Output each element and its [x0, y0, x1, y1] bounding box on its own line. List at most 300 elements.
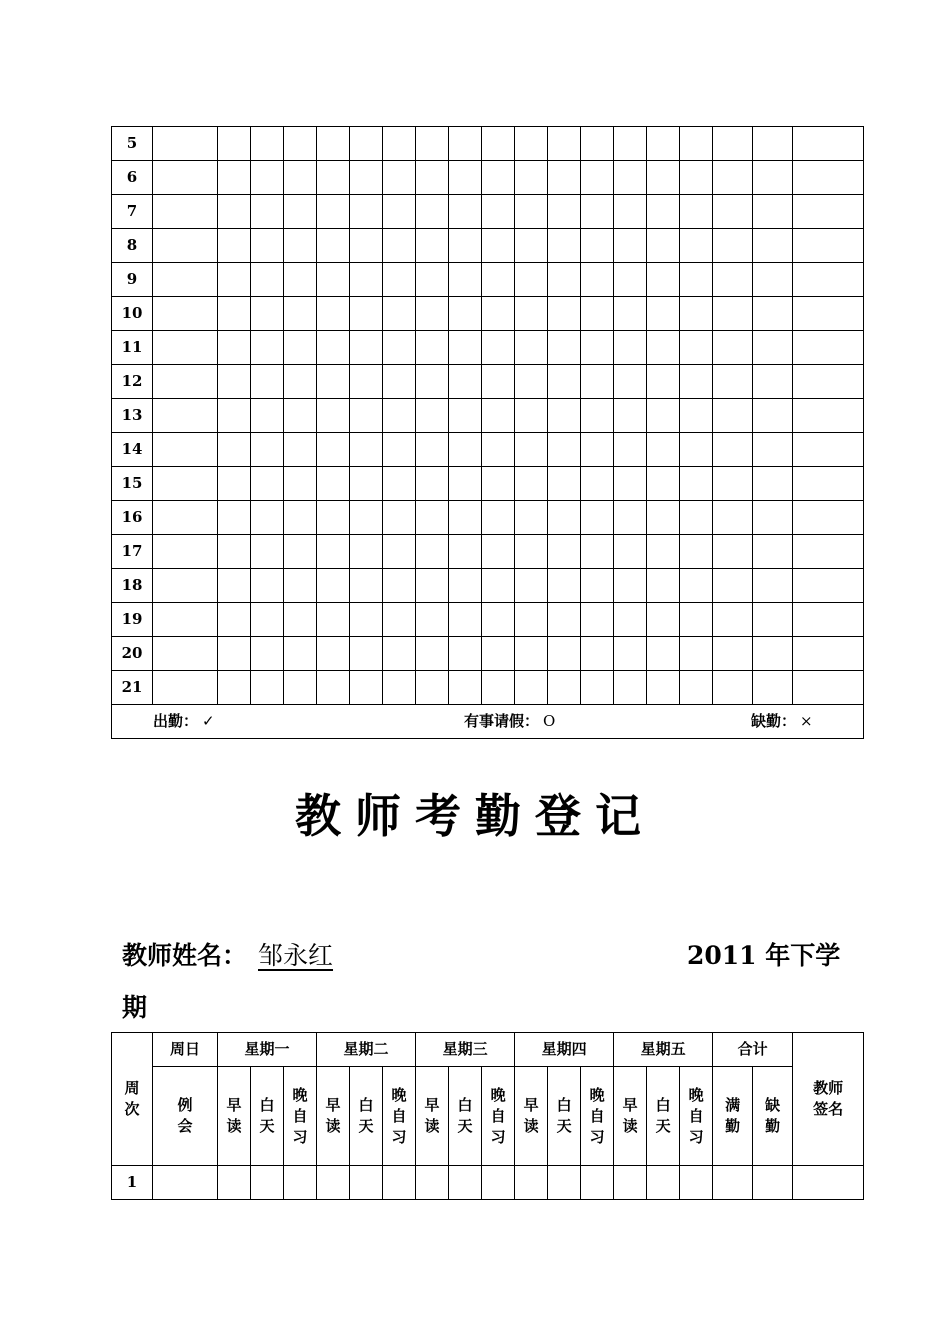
attendance-cell[interactable]	[713, 399, 753, 433]
attendance-cell[interactable]	[416, 365, 449, 399]
attendance-cell[interactable]	[614, 637, 647, 671]
attendance-cell[interactable]	[218, 467, 251, 501]
attendance-cell[interactable]	[482, 433, 515, 467]
attendance-cell[interactable]	[350, 365, 383, 399]
attendance-cell[interactable]	[548, 637, 581, 671]
attendance-cell[interactable]	[218, 569, 251, 603]
attendance-cell[interactable]	[753, 569, 793, 603]
attendance-cell[interactable]	[153, 127, 218, 161]
attendance-cell[interactable]	[482, 195, 515, 229]
attendance-cell[interactable]	[383, 331, 416, 365]
attendance-cell[interactable]	[416, 263, 449, 297]
attendance-cell[interactable]	[383, 127, 416, 161]
attendance-cell[interactable]	[218, 297, 251, 331]
attendance-cell[interactable]	[251, 263, 284, 297]
attendance-cell[interactable]	[713, 467, 753, 501]
attendance-cell[interactable]	[218, 127, 251, 161]
attendance-cell[interactable]	[515, 467, 548, 501]
attendance-cell[interactable]	[614, 501, 647, 535]
attendance-cell[interactable]	[350, 671, 383, 705]
attendance-cell[interactable]	[482, 535, 515, 569]
attendance-cell[interactable]	[251, 535, 284, 569]
attendance-cell[interactable]	[515, 161, 548, 195]
attendance-cell[interactable]	[713, 433, 753, 467]
attendance-cell[interactable]	[753, 399, 793, 433]
attendance-cell[interactable]	[647, 1166, 680, 1200]
attendance-cell[interactable]	[449, 127, 482, 161]
attendance-cell[interactable]	[153, 637, 218, 671]
attendance-cell[interactable]	[647, 297, 680, 331]
attendance-cell[interactable]	[614, 195, 647, 229]
attendance-cell[interactable]	[614, 229, 647, 263]
attendance-cell[interactable]	[548, 195, 581, 229]
attendance-cell[interactable]	[581, 603, 614, 637]
attendance-cell[interactable]	[350, 1166, 383, 1200]
attendance-cell[interactable]	[251, 127, 284, 161]
attendance-cell[interactable]	[350, 467, 383, 501]
attendance-cell[interactable]	[383, 195, 416, 229]
attendance-cell[interactable]	[713, 671, 753, 705]
attendance-cell[interactable]	[713, 297, 753, 331]
attendance-cell[interactable]	[251, 501, 284, 535]
attendance-cell[interactable]	[548, 671, 581, 705]
attendance-cell[interactable]	[416, 671, 449, 705]
attendance-cell[interactable]	[647, 365, 680, 399]
attendance-cell[interactable]	[251, 331, 284, 365]
attendance-cell[interactable]	[647, 467, 680, 501]
attendance-cell[interactable]	[548, 433, 581, 467]
attendance-cell[interactable]	[350, 127, 383, 161]
attendance-cell[interactable]	[753, 1166, 793, 1200]
attendance-cell[interactable]	[647, 331, 680, 365]
attendance-cell[interactable]	[680, 229, 713, 263]
attendance-cell[interactable]	[753, 263, 793, 297]
attendance-cell[interactable]	[614, 671, 647, 705]
attendance-cell[interactable]	[515, 229, 548, 263]
attendance-cell[interactable]	[284, 161, 317, 195]
attendance-cell[interactable]	[218, 161, 251, 195]
attendance-cell[interactable]	[416, 127, 449, 161]
attendance-cell[interactable]	[581, 127, 614, 161]
attendance-cell[interactable]	[317, 331, 350, 365]
attendance-cell[interactable]	[153, 297, 218, 331]
attendance-cell[interactable]	[614, 161, 647, 195]
attendance-cell[interactable]	[284, 365, 317, 399]
attendance-cell[interactable]	[515, 1166, 548, 1200]
attendance-cell[interactable]	[218, 501, 251, 535]
attendance-cell[interactable]	[350, 297, 383, 331]
attendance-cell[interactable]	[680, 433, 713, 467]
attendance-cell[interactable]	[317, 127, 350, 161]
attendance-cell[interactable]	[581, 637, 614, 671]
attendance-cell[interactable]	[680, 365, 713, 399]
attendance-cell[interactable]	[218, 399, 251, 433]
attendance-cell[interactable]	[680, 331, 713, 365]
attendance-cell[interactable]	[647, 195, 680, 229]
attendance-cell[interactable]	[153, 229, 218, 263]
attendance-cell[interactable]	[793, 603, 864, 637]
attendance-cell[interactable]	[647, 399, 680, 433]
attendance-cell[interactable]	[416, 229, 449, 263]
attendance-cell[interactable]	[581, 569, 614, 603]
attendance-cell[interactable]	[753, 501, 793, 535]
attendance-cell[interactable]	[753, 671, 793, 705]
attendance-cell[interactable]	[647, 671, 680, 705]
attendance-cell[interactable]	[350, 399, 383, 433]
attendance-cell[interactable]	[793, 263, 864, 297]
attendance-cell[interactable]	[383, 569, 416, 603]
attendance-cell[interactable]	[350, 569, 383, 603]
attendance-cell[interactable]	[153, 433, 218, 467]
attendance-cell[interactable]	[482, 399, 515, 433]
attendance-cell[interactable]	[713, 603, 753, 637]
attendance-cell[interactable]	[449, 501, 482, 535]
attendance-cell[interactable]	[153, 671, 218, 705]
attendance-cell[interactable]	[317, 603, 350, 637]
attendance-cell[interactable]	[482, 331, 515, 365]
attendance-cell[interactable]	[680, 263, 713, 297]
attendance-cell[interactable]	[153, 161, 218, 195]
attendance-cell[interactable]	[218, 637, 251, 671]
attendance-cell[interactable]	[581, 161, 614, 195]
attendance-cell[interactable]	[251, 603, 284, 637]
attendance-cell[interactable]	[753, 603, 793, 637]
attendance-cell[interactable]	[614, 433, 647, 467]
attendance-cell[interactable]	[153, 195, 218, 229]
attendance-cell[interactable]	[218, 229, 251, 263]
attendance-cell[interactable]	[515, 501, 548, 535]
attendance-cell[interactable]	[793, 399, 864, 433]
attendance-cell[interactable]	[153, 263, 218, 297]
attendance-cell[interactable]	[284, 297, 317, 331]
attendance-cell[interactable]	[548, 331, 581, 365]
attendance-cell[interactable]	[680, 195, 713, 229]
attendance-cell[interactable]	[449, 331, 482, 365]
attendance-cell[interactable]	[449, 603, 482, 637]
attendance-cell[interactable]	[284, 569, 317, 603]
attendance-cell[interactable]	[317, 637, 350, 671]
attendance-cell[interactable]	[284, 637, 317, 671]
attendance-cell[interactable]	[753, 433, 793, 467]
attendance-cell[interactable]	[350, 433, 383, 467]
attendance-cell[interactable]	[449, 365, 482, 399]
attendance-cell[interactable]	[284, 467, 317, 501]
attendance-cell[interactable]	[284, 263, 317, 297]
attendance-cell[interactable]	[581, 263, 614, 297]
attendance-cell[interactable]	[581, 195, 614, 229]
attendance-cell[interactable]	[317, 195, 350, 229]
attendance-cell[interactable]	[680, 569, 713, 603]
attendance-cell[interactable]	[482, 637, 515, 671]
attendance-cell[interactable]	[515, 433, 548, 467]
attendance-cell[interactable]	[515, 127, 548, 161]
attendance-cell[interactable]	[793, 229, 864, 263]
attendance-cell[interactable]	[581, 535, 614, 569]
attendance-cell[interactable]	[614, 331, 647, 365]
attendance-cell[interactable]	[383, 637, 416, 671]
attendance-cell[interactable]	[581, 331, 614, 365]
attendance-cell[interactable]	[317, 569, 350, 603]
attendance-cell[interactable]	[548, 161, 581, 195]
attendance-cell[interactable]	[153, 535, 218, 569]
attendance-cell[interactable]	[251, 229, 284, 263]
attendance-cell[interactable]	[482, 467, 515, 501]
attendance-cell[interactable]	[581, 229, 614, 263]
attendance-cell[interactable]	[251, 637, 284, 671]
attendance-cell[interactable]	[482, 671, 515, 705]
attendance-cell[interactable]	[753, 467, 793, 501]
attendance-cell[interactable]	[416, 433, 449, 467]
attendance-cell[interactable]	[383, 467, 416, 501]
attendance-cell[interactable]	[350, 501, 383, 535]
attendance-cell[interactable]	[680, 501, 713, 535]
attendance-cell[interactable]	[284, 535, 317, 569]
attendance-cell[interactable]	[449, 161, 482, 195]
attendance-cell[interactable]	[581, 365, 614, 399]
attendance-cell[interactable]	[317, 229, 350, 263]
attendance-cell[interactable]	[153, 467, 218, 501]
attendance-cell[interactable]	[753, 331, 793, 365]
attendance-cell[interactable]	[515, 365, 548, 399]
attendance-cell[interactable]	[548, 569, 581, 603]
attendance-cell[interactable]	[153, 1166, 218, 1200]
attendance-cell[interactable]	[383, 433, 416, 467]
attendance-cell[interactable]	[416, 637, 449, 671]
attendance-cell[interactable]	[581, 433, 614, 467]
attendance-cell[interactable]	[416, 501, 449, 535]
attendance-cell[interactable]	[614, 127, 647, 161]
attendance-cell[interactable]	[647, 229, 680, 263]
attendance-cell[interactable]	[449, 195, 482, 229]
attendance-cell[interactable]	[416, 297, 449, 331]
attendance-cell[interactable]	[317, 263, 350, 297]
attendance-cell[interactable]	[449, 569, 482, 603]
attendance-cell[interactable]	[449, 399, 482, 433]
attendance-cell[interactable]	[251, 399, 284, 433]
attendance-cell[interactable]	[449, 297, 482, 331]
attendance-cell[interactable]	[416, 603, 449, 637]
attendance-cell[interactable]	[284, 433, 317, 467]
attendance-cell[interactable]	[317, 671, 350, 705]
attendance-cell[interactable]	[251, 195, 284, 229]
attendance-cell[interactable]	[317, 433, 350, 467]
attendance-cell[interactable]	[218, 433, 251, 467]
attendance-cell[interactable]	[251, 467, 284, 501]
attendance-cell[interactable]	[793, 161, 864, 195]
attendance-cell[interactable]	[647, 501, 680, 535]
attendance-cell[interactable]	[218, 671, 251, 705]
attendance-cell[interactable]	[793, 671, 864, 705]
attendance-cell[interactable]	[449, 671, 482, 705]
attendance-cell[interactable]	[548, 297, 581, 331]
attendance-cell[interactable]	[251, 433, 284, 467]
attendance-cell[interactable]	[218, 263, 251, 297]
attendance-cell[interactable]	[614, 297, 647, 331]
attendance-cell[interactable]	[218, 535, 251, 569]
attendance-cell[interactable]	[449, 1166, 482, 1200]
attendance-cell[interactable]	[383, 161, 416, 195]
attendance-cell[interactable]	[680, 535, 713, 569]
attendance-cell[interactable]	[284, 603, 317, 637]
attendance-cell[interactable]	[350, 263, 383, 297]
attendance-cell[interactable]	[548, 365, 581, 399]
attendance-cell[interactable]	[416, 161, 449, 195]
attendance-cell[interactable]	[153, 365, 218, 399]
attendance-cell[interactable]	[793, 501, 864, 535]
attendance-cell[interactable]	[317, 1166, 350, 1200]
attendance-cell[interactable]	[284, 331, 317, 365]
attendance-cell[interactable]	[153, 603, 218, 637]
attendance-cell[interactable]	[793, 297, 864, 331]
attendance-cell[interactable]	[284, 1166, 317, 1200]
attendance-cell[interactable]	[383, 263, 416, 297]
attendance-cell[interactable]	[680, 637, 713, 671]
attendance-cell[interactable]	[153, 501, 218, 535]
attendance-cell[interactable]	[515, 603, 548, 637]
attendance-cell[interactable]	[713, 229, 753, 263]
attendance-cell[interactable]	[350, 331, 383, 365]
attendance-cell[interactable]	[793, 535, 864, 569]
attendance-cell[interactable]	[614, 467, 647, 501]
attendance-cell[interactable]	[383, 1166, 416, 1200]
attendance-cell[interactable]	[449, 229, 482, 263]
attendance-cell[interactable]	[482, 501, 515, 535]
attendance-cell[interactable]	[680, 671, 713, 705]
attendance-cell[interactable]	[515, 263, 548, 297]
attendance-cell[interactable]	[713, 161, 753, 195]
attendance-cell[interactable]	[548, 603, 581, 637]
attendance-cell[interactable]	[416, 195, 449, 229]
attendance-cell[interactable]	[449, 637, 482, 671]
attendance-cell[interactable]	[383, 501, 416, 535]
attendance-cell[interactable]	[713, 365, 753, 399]
attendance-cell[interactable]	[548, 263, 581, 297]
attendance-cell[interactable]	[614, 535, 647, 569]
attendance-cell[interactable]	[548, 535, 581, 569]
attendance-cell[interactable]	[581, 399, 614, 433]
attendance-cell[interactable]	[548, 127, 581, 161]
attendance-cell[interactable]	[284, 195, 317, 229]
attendance-cell[interactable]	[317, 535, 350, 569]
attendance-cell[interactable]	[284, 399, 317, 433]
attendance-cell[interactable]	[548, 501, 581, 535]
attendance-cell[interactable]	[581, 297, 614, 331]
attendance-cell[interactable]	[482, 297, 515, 331]
attendance-cell[interactable]	[317, 501, 350, 535]
attendance-cell[interactable]	[647, 433, 680, 467]
attendance-cell[interactable]	[515, 671, 548, 705]
attendance-cell[interactable]	[383, 297, 416, 331]
attendance-cell[interactable]	[416, 1166, 449, 1200]
attendance-cell[interactable]	[793, 127, 864, 161]
attendance-cell[interactable]	[753, 161, 793, 195]
attendance-cell[interactable]	[753, 297, 793, 331]
attendance-cell[interactable]	[449, 467, 482, 501]
attendance-cell[interactable]	[793, 365, 864, 399]
attendance-cell[interactable]	[383, 365, 416, 399]
attendance-cell[interactable]	[218, 331, 251, 365]
attendance-cell[interactable]	[350, 229, 383, 263]
attendance-cell[interactable]	[680, 297, 713, 331]
attendance-cell[interactable]	[350, 535, 383, 569]
attendance-cell[interactable]	[251, 297, 284, 331]
attendance-cell[interactable]	[284, 127, 317, 161]
attendance-cell[interactable]	[383, 671, 416, 705]
attendance-cell[interactable]	[515, 195, 548, 229]
attendance-cell[interactable]	[614, 1166, 647, 1200]
attendance-cell[interactable]	[793, 1166, 864, 1200]
attendance-cell[interactable]	[350, 195, 383, 229]
attendance-cell[interactable]	[614, 365, 647, 399]
attendance-cell[interactable]	[383, 603, 416, 637]
attendance-cell[interactable]	[647, 535, 680, 569]
attendance-cell[interactable]	[251, 671, 284, 705]
attendance-cell[interactable]	[482, 229, 515, 263]
attendance-cell[interactable]	[647, 569, 680, 603]
attendance-cell[interactable]	[753, 127, 793, 161]
attendance-cell[interactable]	[614, 603, 647, 637]
attendance-cell[interactable]	[680, 1166, 713, 1200]
attendance-cell[interactable]	[317, 365, 350, 399]
attendance-cell[interactable]	[218, 603, 251, 637]
attendance-cell[interactable]	[680, 603, 713, 637]
attendance-cell[interactable]	[449, 433, 482, 467]
attendance-cell[interactable]	[251, 365, 284, 399]
attendance-cell[interactable]	[793, 331, 864, 365]
attendance-cell[interactable]	[482, 161, 515, 195]
attendance-cell[interactable]	[515, 569, 548, 603]
attendance-cell[interactable]	[713, 331, 753, 365]
attendance-cell[interactable]	[383, 229, 416, 263]
attendance-cell[interactable]	[153, 331, 218, 365]
attendance-cell[interactable]	[515, 297, 548, 331]
attendance-cell[interactable]	[581, 501, 614, 535]
attendance-cell[interactable]	[713, 569, 753, 603]
attendance-cell[interactable]	[317, 161, 350, 195]
attendance-cell[interactable]	[793, 433, 864, 467]
attendance-cell[interactable]	[482, 127, 515, 161]
attendance-cell[interactable]	[284, 501, 317, 535]
attendance-cell[interactable]	[416, 535, 449, 569]
attendance-cell[interactable]	[416, 467, 449, 501]
attendance-cell[interactable]	[647, 161, 680, 195]
attendance-cell[interactable]	[218, 365, 251, 399]
attendance-cell[interactable]	[753, 365, 793, 399]
attendance-cell[interactable]	[218, 1166, 251, 1200]
attendance-cell[interactable]	[680, 161, 713, 195]
attendance-cell[interactable]	[350, 161, 383, 195]
attendance-cell[interactable]	[581, 671, 614, 705]
attendance-cell[interactable]	[317, 467, 350, 501]
attendance-cell[interactable]	[251, 569, 284, 603]
attendance-cell[interactable]	[515, 535, 548, 569]
attendance-cell[interactable]	[713, 1166, 753, 1200]
attendance-cell[interactable]	[449, 263, 482, 297]
attendance-cell[interactable]	[251, 1166, 284, 1200]
attendance-cell[interactable]	[647, 127, 680, 161]
attendance-cell[interactable]	[218, 195, 251, 229]
attendance-cell[interactable]	[647, 637, 680, 671]
attendance-cell[interactable]	[753, 195, 793, 229]
attendance-cell[interactable]	[317, 399, 350, 433]
attendance-cell[interactable]	[713, 637, 753, 671]
attendance-cell[interactable]	[153, 569, 218, 603]
attendance-cell[interactable]	[153, 399, 218, 433]
attendance-cell[interactable]	[614, 263, 647, 297]
attendance-cell[interactable]	[614, 569, 647, 603]
attendance-cell[interactable]	[680, 399, 713, 433]
attendance-cell[interactable]	[482, 1166, 515, 1200]
